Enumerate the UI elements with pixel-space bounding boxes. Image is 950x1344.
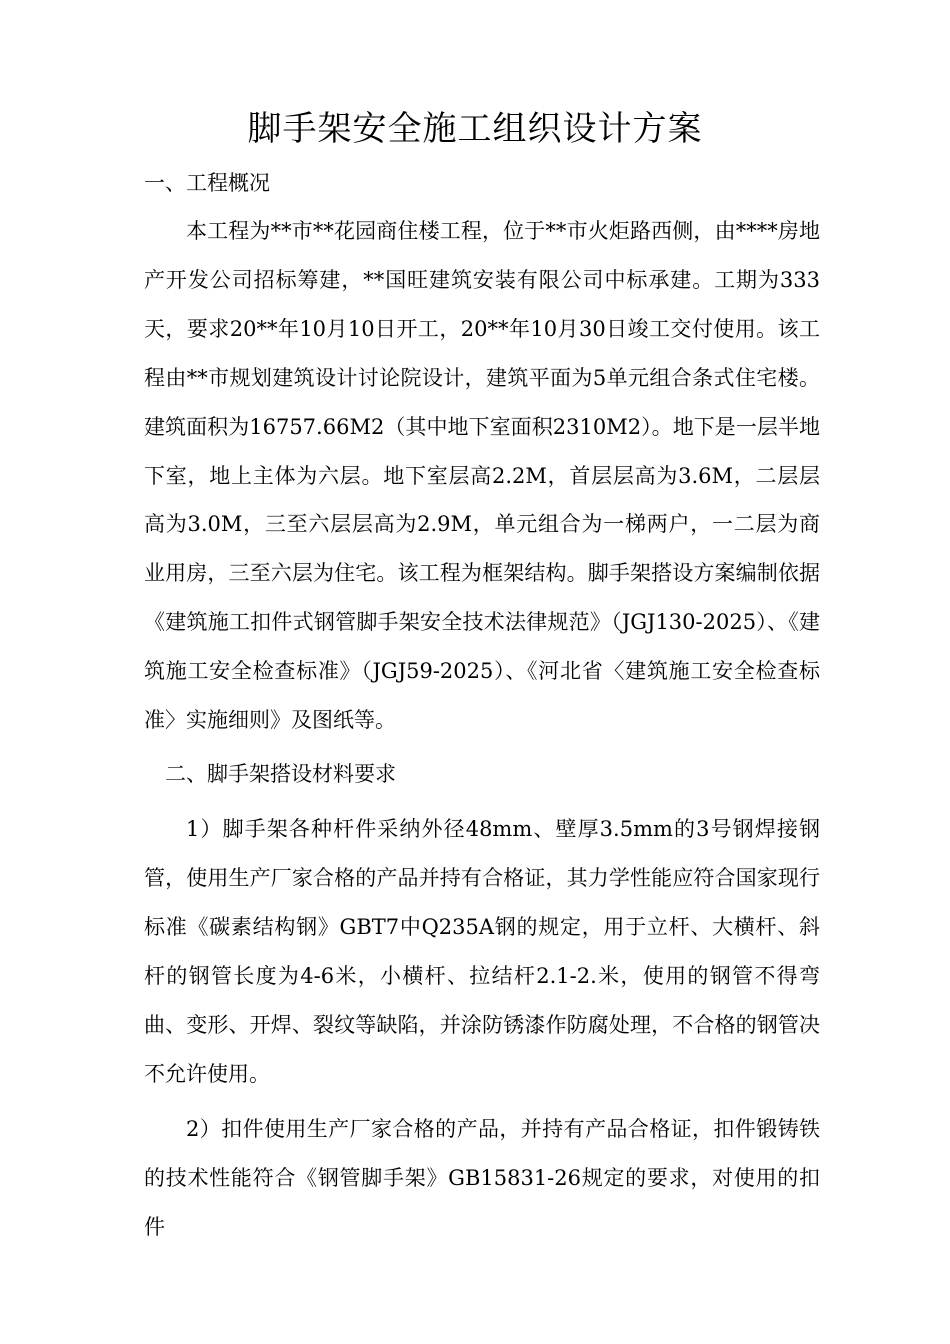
document-title: 脚手架安全施工组织设计方案 — [247, 109, 703, 149]
section-heading-materials: 二、脚手架搭设材料要求 — [165, 762, 396, 786]
paragraph-material-steel-pipe: 1）脚手架各种杆件采纳外径48mm、壁厚3.5mm的3号钢焊接钢管，使用生产厂家合格的产品并持有合格证，其力学性能应符合国家现行标准《碳素结构钢》GBT7中Q235A钢的规定，用于立杆、大横杆、斜杆的钢管长度为4-6米，小横杆、拉结杆2.1-2.米，使用的钢管不得弯曲、变形、开焊、裂纹等缺陷，并涂防锈漆作防腐处理，不合格的钢管决不允许使用。 — [144, 817, 820, 1086]
paragraph-material-fasteners: 2）扣件使用生产厂家合格的产品，并持有产品合格证，扣件锻铸铁的技术性能符合《钢管脚手架》GB15831-26规定的要求，对使用的扣件 — [144, 1117, 820, 1239]
section-heading-overview: 一、工程概况 — [144, 171, 270, 195]
paragraph-project-overview: 本工程为**市**花园商住楼工程，位于**市火炬路西侧，由****房地产开发公司招标筹建，**国旺建筑安装有限公司中标承建。工期为333天，要求20**年10月10日开工，20**年10月30日竣工交付使用。该工程由**市规划建筑设计讨论院设计，建筑平面为5单元组合条式住宅楼。建筑面积为16757.66M2（其中地下室面积2310M2）。地下是一层半地下室，地上主体为六层。地下室层高2.2M，首层层高为3.6M，二层层高为3.0M，三至六层层高为2.9M，单元组合为一梯两户，一二层为商业用房，三至六层为住宅。该工程为框架结构。脚手架搭设方案编制依据《建筑施工扣件式钢管脚手架安全技术法律规范》（JGJ130-2025）、《建筑施工安全检查标准》（JGJ59-2025）、《河北省〈建筑施工安全检查标准〉实施细则》及图纸等。 — [144, 219, 820, 733]
